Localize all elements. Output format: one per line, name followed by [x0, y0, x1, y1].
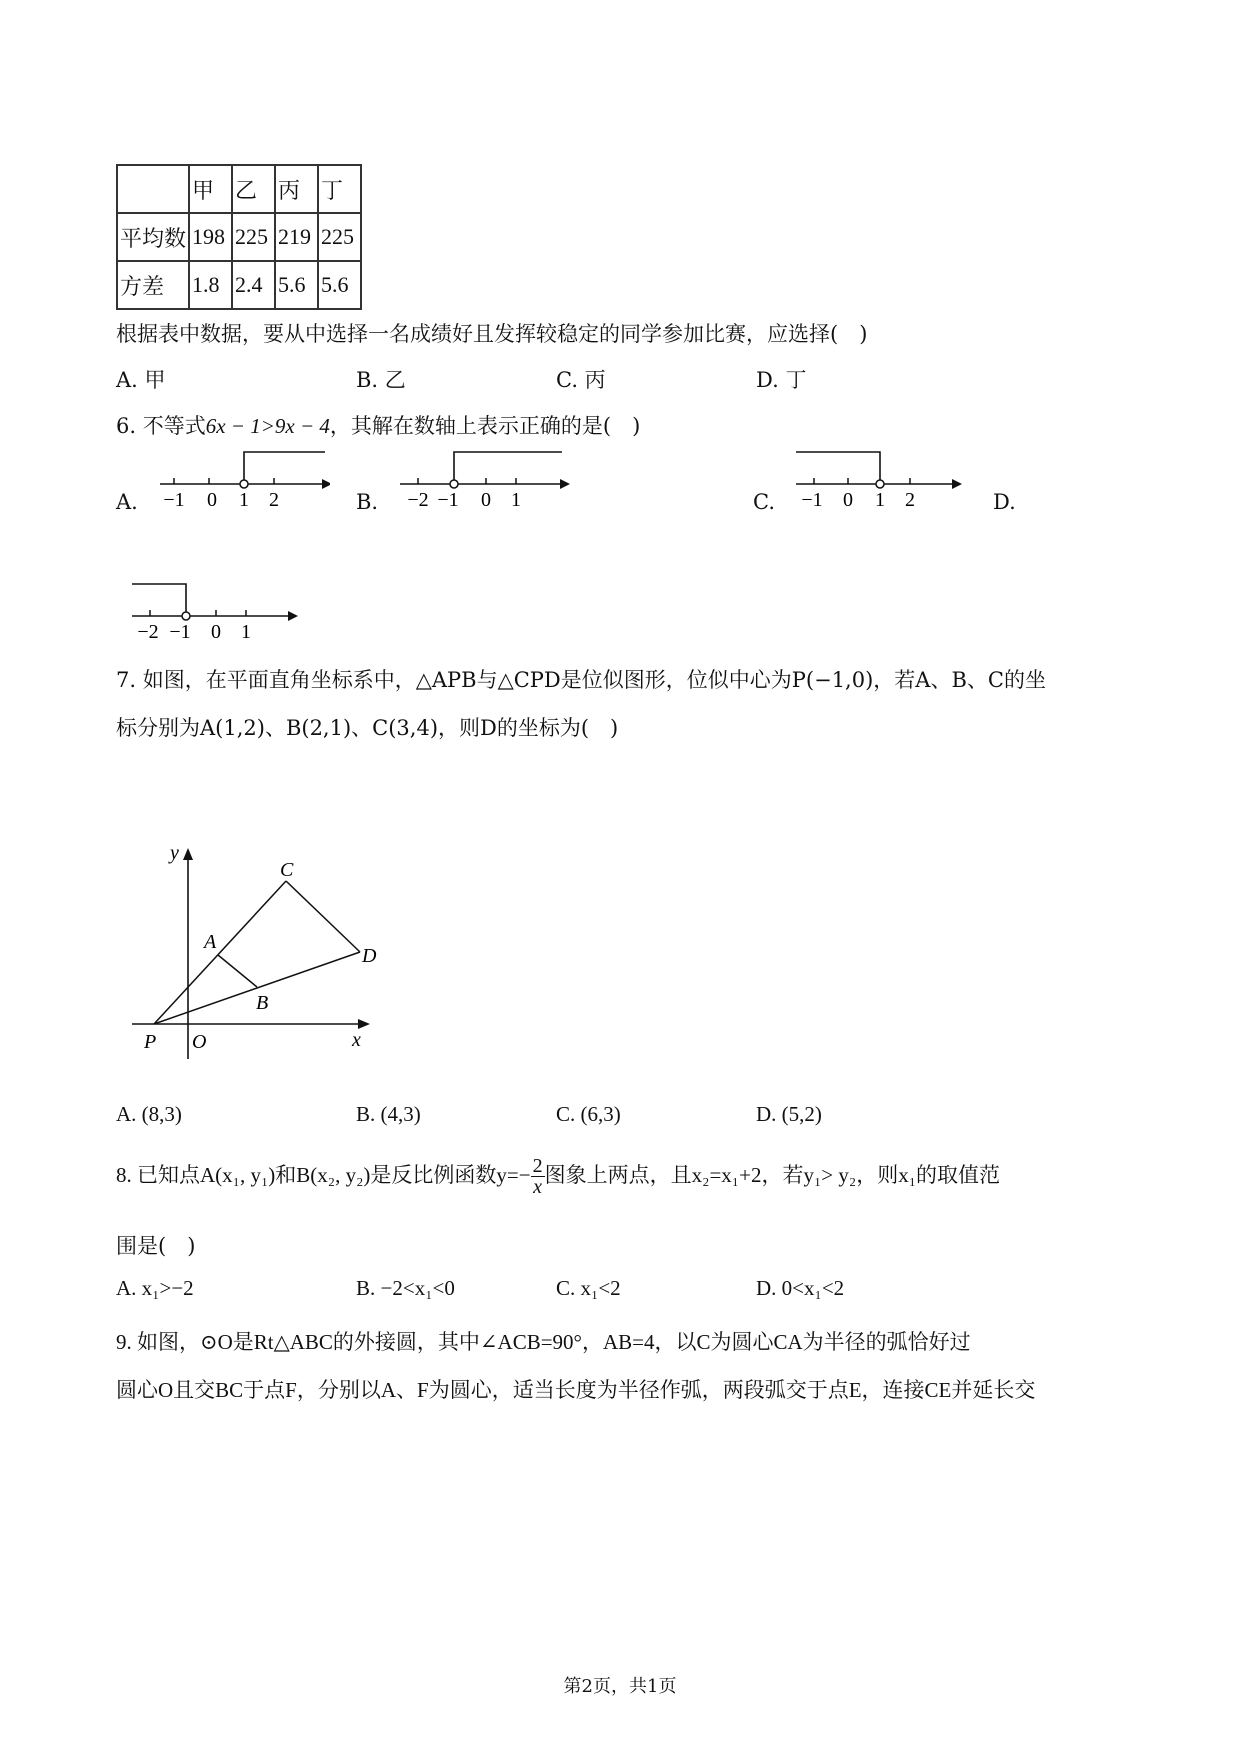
fraction-denominator: x — [533, 1176, 543, 1198]
q5-option-b[interactable]: B. 乙 — [356, 368, 406, 392]
solution-ray — [796, 452, 880, 484]
tick-label: −1 — [169, 621, 191, 643]
q8-option-d[interactable]: D. 0<x₁<2 — [756, 1276, 845, 1300]
arrow-head — [560, 479, 570, 489]
label-o: O — [192, 1031, 207, 1053]
table-header-row — [117, 165, 361, 213]
table-cell: 5.6 — [275, 261, 318, 309]
table-cell: 225 — [232, 213, 275, 261]
tick-label: −1 — [163, 489, 185, 511]
q7-coordinate-figure — [130, 844, 380, 1064]
table-cell — [117, 165, 189, 213]
table-cell: 1.8 — [189, 261, 232, 309]
tick-label: 1 — [875, 489, 885, 511]
table-cell: 丁 — [318, 165, 361, 213]
tick-label: 0 — [207, 489, 217, 511]
table-cell: 甲 — [189, 165, 232, 213]
q6-inequality: 6x − 1>9x − 4 — [205, 414, 330, 438]
q7-stem-line2: 标分别为A(1,2)、B(2,1)、C(3,4)，则D的坐标为( ) — [116, 716, 619, 740]
q5-option-c[interactable]: C. 丙 — [556, 368, 606, 392]
table-cell: 方差 — [117, 261, 189, 309]
segment-cd — [286, 881, 360, 952]
q6-stem-suffix: ，其解在数轴上表示正确的是( ) — [329, 414, 641, 438]
y-arrow — [183, 848, 193, 860]
q8-option-c[interactable]: C. x₁<2 — [556, 1276, 621, 1300]
solution-ray — [244, 452, 325, 484]
number-line-d — [128, 576, 308, 646]
tick-label: −1 — [437, 489, 459, 511]
solution-ray — [454, 452, 562, 484]
q7-stem-line1: 7. 如图，在平面直角坐标系中，△APB与△CPD是位似图形，位似中心为P(−1,0)，若A、B、C的坐 — [116, 668, 1046, 692]
label-y: y — [170, 844, 179, 864]
q8-fraction — [531, 1156, 545, 1197]
q6-stem-prefix: 6. 不等式 — [116, 414, 206, 438]
segment-ab — [218, 955, 257, 987]
tick-label: 2 — [905, 489, 915, 511]
tick-label: −2 — [407, 489, 429, 511]
number-line-a — [150, 444, 330, 514]
table-cell: 丙 — [275, 165, 318, 213]
table-row — [117, 213, 361, 261]
table-cell: 2.4 — [232, 261, 275, 309]
tick-label: 0 — [211, 621, 221, 643]
q5-option-a[interactable]: A. 甲 — [116, 368, 166, 392]
solution-ray — [132, 584, 186, 616]
score-table — [116, 164, 362, 310]
table-cell: 225 — [318, 213, 361, 261]
q8-stem-tail: 图象上两点，且x₂=x₁+2，若y₁> y₂，则x₁的取值范 — [544, 1163, 1001, 1187]
fraction-numerator: 2 — [532, 1155, 543, 1177]
open-circle — [182, 612, 190, 620]
q6-option-d[interactable]: D. — [993, 490, 1016, 514]
label-x: x — [352, 1029, 361, 1051]
table-cell: 219 — [275, 213, 318, 261]
open-circle — [240, 480, 248, 488]
table-cell: 198 — [189, 213, 232, 261]
q6-option-c[interactable]: C. — [753, 490, 775, 514]
q5-option-d[interactable]: D. 丁 — [756, 368, 807, 392]
number-line-b — [394, 444, 574, 514]
open-circle — [876, 480, 884, 488]
open-circle — [450, 480, 458, 488]
label-d: D — [362, 945, 377, 967]
q9-stem-line2: 圆心O且交BC于点F，分别以A、F为圆心，适当长度为半径作弧，两段弧交于点E，连接CE并延长交 — [116, 1378, 1036, 1402]
tick-label: −1 — [801, 489, 823, 511]
page-footer: 第2页，共1页 — [563, 1676, 677, 1697]
q8-stem-line1 — [116, 1156, 1000, 1197]
table-cell: 乙 — [232, 165, 275, 213]
q9-stem-line1: 9. 如图，⊙O是Rt△ABC的外接圆，其中∠ACB=90°，AB=4，以C为圆心CA为半径的弧恰好过 — [116, 1330, 971, 1354]
table-cell: 5.6 — [318, 261, 361, 309]
q7-option-d[interactable]: D. (5,2) — [756, 1102, 822, 1126]
q8-stem-line2: 围是( ) — [116, 1234, 196, 1258]
table-row — [117, 261, 361, 309]
q7-option-a[interactable]: A. (8,3) — [116, 1102, 182, 1126]
q8-stem-start: 8. 已知点A(x₁, y₁)和B(x₂, y₂)是反比例函数y=− — [116, 1163, 531, 1187]
label-b: B — [256, 992, 269, 1014]
arrow-head — [952, 479, 962, 489]
arrow-head — [288, 611, 298, 621]
q6-stem — [116, 410, 640, 440]
tick-label: −2 — [137, 621, 159, 643]
x-arrow — [358, 1019, 370, 1029]
tick-label: 0 — [843, 489, 853, 511]
q8-option-b[interactable]: B. −2<x₁<0 — [356, 1276, 455, 1300]
q6-option-a[interactable]: A. — [116, 490, 138, 514]
q8-option-a[interactable]: A. x₁>−2 — [116, 1276, 194, 1300]
q6-option-b[interactable]: B. — [356, 490, 379, 514]
table-cell: 平均数 — [117, 213, 189, 261]
label-c: C — [280, 859, 294, 881]
q7-option-b[interactable]: B. (4,3) — [356, 1102, 421, 1126]
arrow-head — [322, 479, 330, 489]
tick-label: 1 — [241, 621, 251, 643]
q5-stem: 根据表中数据，要从中选择一名成绩好且发挥较稳定的同学参加比赛，应选择( ) — [116, 322, 868, 346]
label-p: P — [144, 1031, 157, 1053]
tick-label: 2 — [269, 489, 279, 511]
tick-label: 0 — [481, 489, 491, 511]
tick-label: 1 — [511, 489, 521, 511]
tick-label: 1 — [239, 489, 249, 511]
q7-option-c[interactable]: C. (6,3) — [556, 1102, 621, 1126]
label-a: A — [204, 931, 217, 953]
number-line-c — [790, 444, 970, 514]
